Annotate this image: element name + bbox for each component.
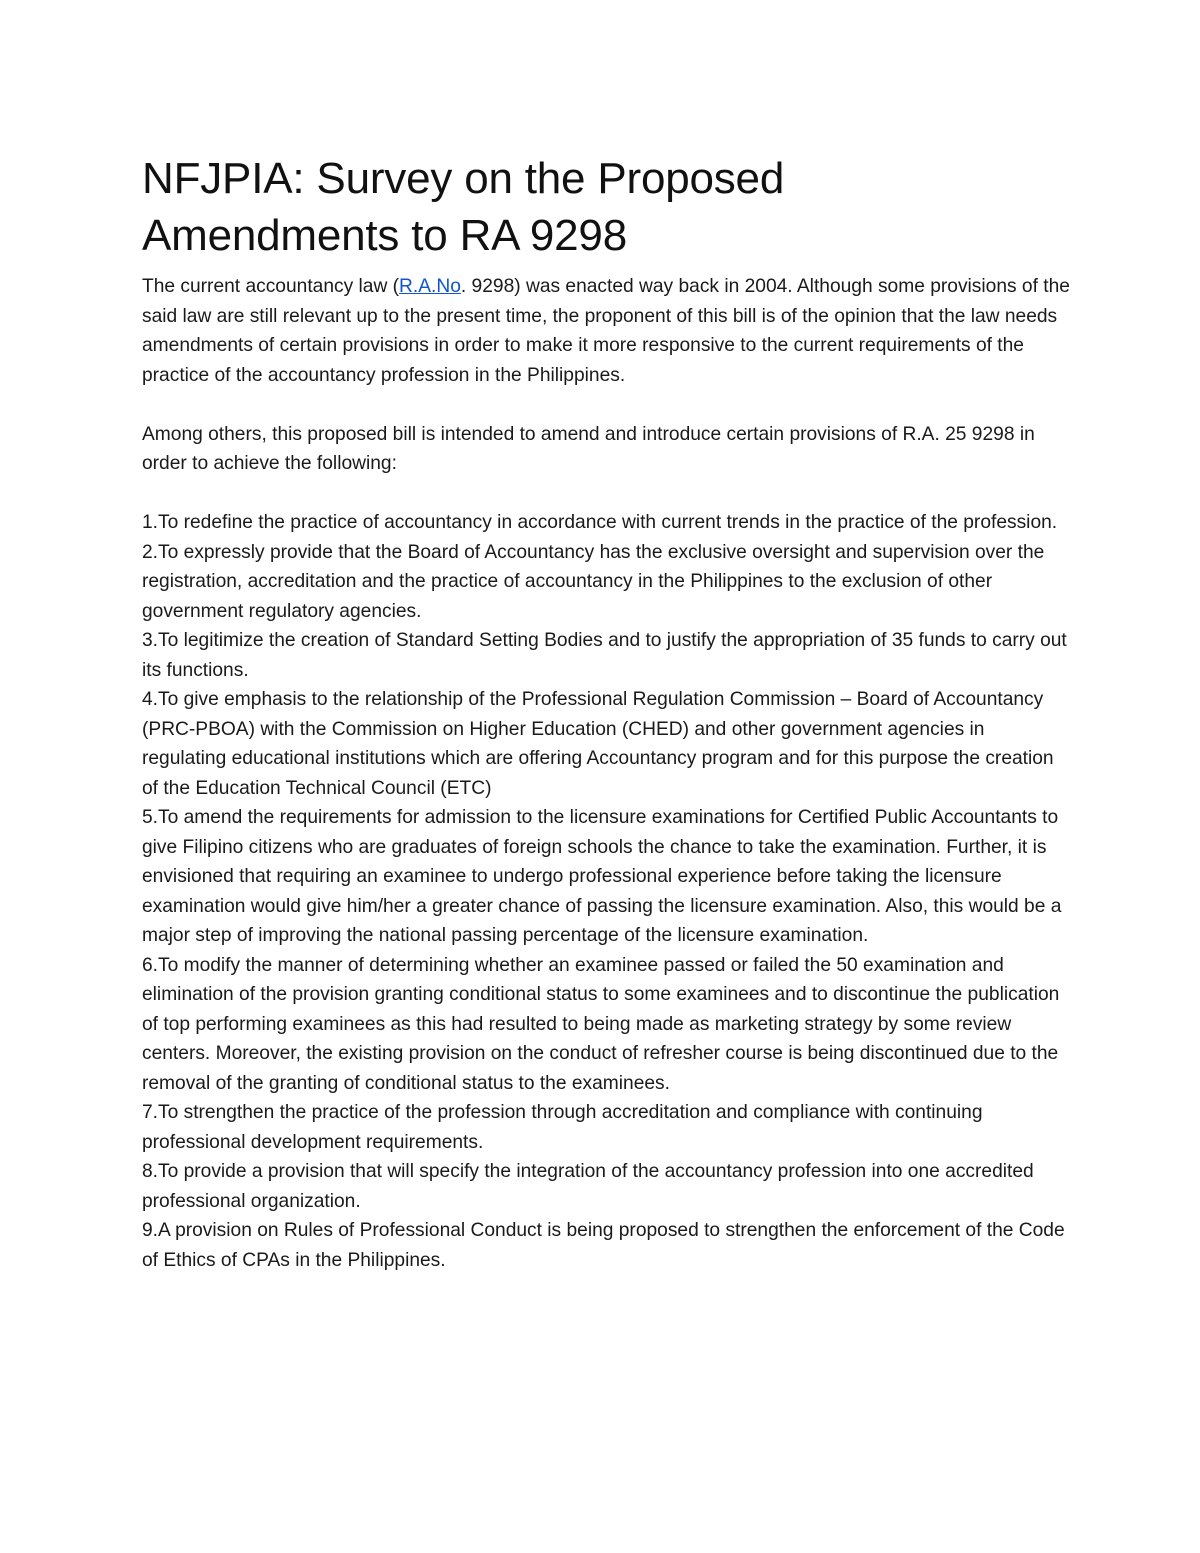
objectives-intro-paragraph: Among others, this proposed bill is intended to amend and introduce certain provisions of R.A. 25 9298 in order to achieve the following:	[142, 423, 1035, 474]
title-line-2: Amendments to RA 9298	[142, 211, 627, 260]
list-item: 9.A provision on Rules of Professional Conduct is being proposed to strengthen the enforcement of the Code of Ethics of CPAs in the Philippines.	[142, 1220, 1065, 1271]
list-item: 4.To give emphasis to the relationship of the Professional Regulation Commission – Board of Accountancy (PRC-PBOA) with the Commission on Higher Education (CHED) and other government agencies in regulating educational institutions which are offering Accountancy program and for this purpose the creation of the Education Technical Council (ETC)	[142, 689, 1054, 799]
ra-no-link[interactable]: R.A.No	[399, 276, 461, 297]
intro-text-start: The current accountancy law (	[142, 276, 400, 297]
intro-text-end: . 9298) was enacted way back in 2004. Although some provisions of the said law are still relevant up to the present time, the proponent of this bill is of the opinion that the law needs amendments of certain provisions in order to make it more responsive to the current requirements of the practice of the accountancy profession in the Philippines.	[142, 276, 1070, 386]
objectives-list	[142, 508, 1072, 1275]
list-item: 6.To modify the manner of determining whether an examinee passed or failed the 50 examination and elimination of the provision granting conditional status to some examinees and to discontinue the publication of top performing examinees as this had resulted to being made as marketing strategy by some review centers. Moreover, the existing provision on the conduct of refresher course is being discontinued due to the removal of the granting of conditional status to the examinees.	[142, 954, 1060, 1094]
list-item: 8.To provide a provision that will specify the integration of the accountancy profession into one accredited professional organization.	[142, 1161, 1034, 1212]
list-item: 5.To amend the requirements for admission to the licensure examinations for Certified Public Accountants to give Filipino citizens who are graduates of foreign schools the chance to take the examination. Further, it is envisioned that requiring an examinee to undergo professional experience before taking the licensure examination would give him/her a greater chance of passing the licensure examination. Also, this would be a major step of improving the national passing percentage of the licensure examination.	[142, 807, 1062, 946]
paragraph-spacer	[142, 479, 1072, 509]
title-line-1: NFJPIA: Survey on the Proposed	[142, 154, 785, 203]
document-title	[142, 150, 1072, 264]
list-item: 1.To redefine the practice of accountancy in accordance with current trends in the practice of the profession.	[142, 512, 1058, 533]
intro-paragraph	[142, 272, 1072, 390]
list-item: 7.To strengthen the practice of the profession through accreditation and compliance with continuing professional development requirements.	[142, 1102, 983, 1153]
paragraph-spacer	[142, 390, 1072, 420]
list-item: 2.To expressly provide that the Board of Accountancy has the exclusive oversight and supervision over the registration, accreditation and the practice of accountancy in the Philippines to the exclusion of other government regulatory agencies.	[142, 541, 1045, 622]
document-page	[142, 150, 1072, 1275]
list-item: 3.To legitimize the creation of Standard Setting Bodies and to justify the appropriation of 35 funds to carry out its functions.	[142, 630, 1067, 681]
